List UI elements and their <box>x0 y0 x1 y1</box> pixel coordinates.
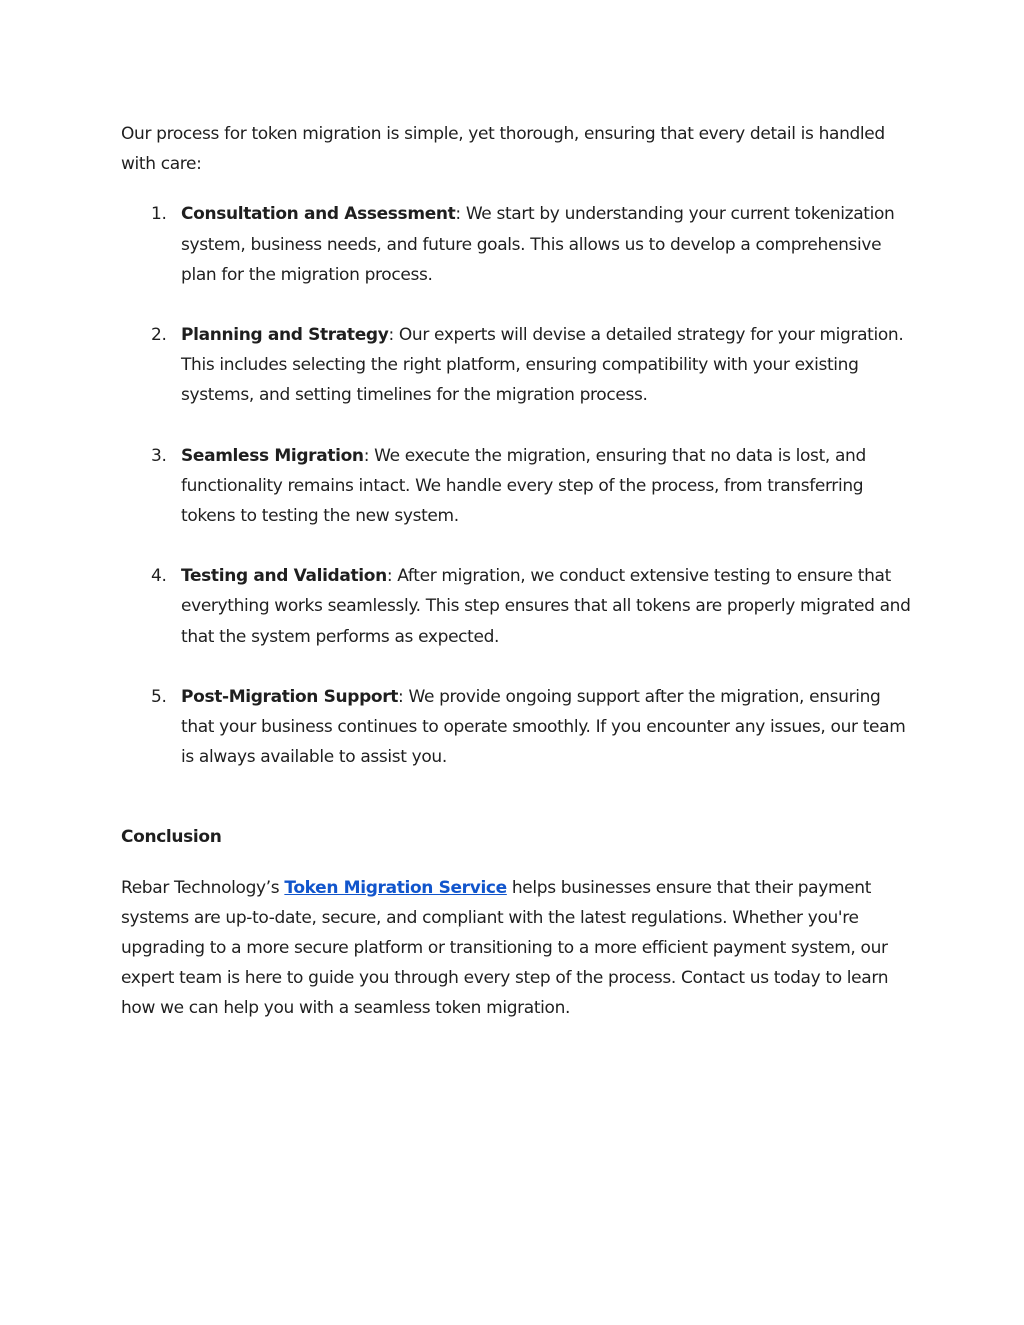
list-item <box>121 682 911 773</box>
intro-paragraph: Our process for token migration is simple, yet thorough, ensuring that every detail is handled with care: <box>121 124 885 175</box>
token-migration-service-link[interactable]: Token Migration Service <box>284 877 507 898</box>
step-number: 5. <box>151 686 167 707</box>
list-item <box>121 441 911 532</box>
step-text: : We provide ongoing support after the migration, ensuring that your business continues to operate smoothly. If you encounter any issues, our team is always available to assist you. <box>181 686 906 768</box>
step-text: : After migration, we conduct extensive testing to ensure that everything works seamlessly. This step ensures that all tokens are properly migrated and that the system performs as expected. <box>181 566 911 647</box>
step-text: : We start by understanding your current tokenization system, business needs, and future goals. This allows us to develop a comprehensive plan for the migration process. <box>181 204 895 285</box>
conclusion-paragraph <box>121 873 911 1024</box>
step-text: : We execute the migration, ensuring that no data is lost, and functionality remains intact. We handle every step of the process, from transferring tokens to testing the new system. <box>181 445 866 527</box>
step-title: Seamless Migration <box>181 445 364 466</box>
list-item <box>121 320 911 411</box>
step-title: Post-Migration Support <box>181 686 399 707</box>
list-item <box>121 561 911 652</box>
step-title: Planning and Strategy <box>181 325 389 346</box>
step-number: 4. <box>151 566 167 587</box>
list-item <box>121 199 911 290</box>
step-title: Testing and Validation <box>181 566 387 587</box>
step-number: 1. <box>151 204 167 225</box>
step-text: : Our experts will devise a detailed strategy for your migration. This includes selecting the right platform, ensuring compatibility with your existing systems, and setting timelines for the migration process. <box>181 325 904 406</box>
step-number: 3. <box>151 445 167 466</box>
step-title: Consultation and Assessment <box>181 204 456 225</box>
step-number: 2. <box>151 325 167 346</box>
conclusion-heading: Conclusion <box>121 827 222 848</box>
conclusion-text-end: helps businesses ensure that their payment systems are up-to-date, secure, and compliant with the latest regulations. Whether you're upgrading to a more secure platform or transitioning to a more efficient payment system, our expert team is here to guide you through every step of the process. Contact us today to learn how we can help you with a seamless token migration. <box>121 877 889 1019</box>
process-steps-list <box>121 199 911 772</box>
document-page <box>121 119 911 1024</box>
conclusion-text-start: Rebar Technology’s <box>121 877 285 898</box>
